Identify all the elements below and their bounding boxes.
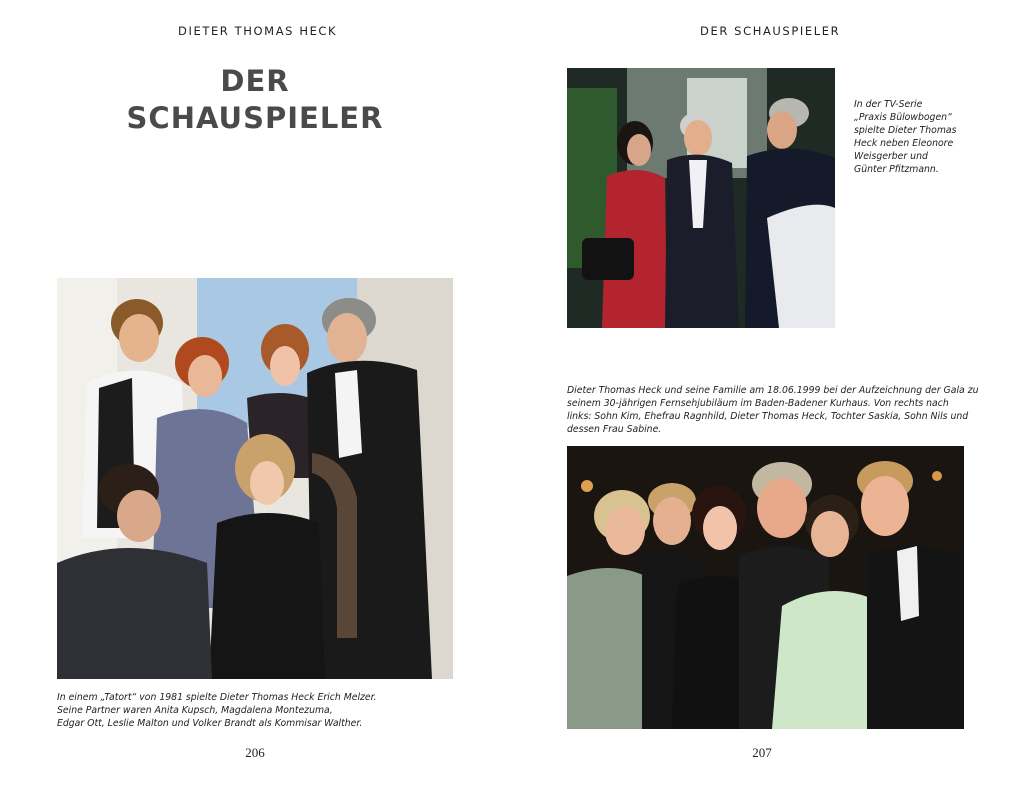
- caption-line: Weisgerber und: [854, 151, 928, 162]
- caption-line: Seine Partner waren Anita Kupsch, Magdalena Montezuma,: [57, 705, 333, 716]
- right-page-number: 207: [752, 745, 772, 760]
- chapter-title: [105, 63, 405, 137]
- left-running-head: DIETER THOMAS HECK: [178, 24, 338, 38]
- family-caption: [567, 384, 978, 436]
- tatort-caption: [57, 691, 377, 730]
- caption-line: Dieter Thomas Heck und seine Familie am 18.06.1999 bei der Aufzeichnung der Gala zu: [567, 385, 979, 396]
- caption-line: Günter Pfitzmann.: [854, 164, 939, 175]
- caption-line: Heck neben Eleonore: [854, 138, 954, 149]
- family-photo: [567, 446, 964, 729]
- right-running-head: DER SCHAUSPIELER: [700, 24, 841, 38]
- caption-line: seinem 30-jährigen Fernsehjubiläum im Baden-Badener Kurhaus. Von rechts nach: [567, 398, 949, 409]
- caption-line: links: Sohn Kim, Ehefrau Ragnhild, Dieter Thomas Heck, Tochter Saskia, Sohn Nils und: [567, 411, 969, 422]
- tatort-photo: [57, 278, 453, 679]
- left-page-number: 206: [245, 745, 265, 760]
- praxis-caption: [854, 98, 956, 176]
- caption-line: In der TV-Serie: [854, 99, 923, 110]
- chapter-title-line-2: SCHAUSPIELER: [126, 101, 384, 135]
- caption-line: „Praxis Bülowbogen“: [854, 112, 952, 123]
- praxis-photo: [567, 68, 835, 328]
- chapter-title-line-1: DER: [220, 64, 290, 98]
- caption-line: dessen Frau Sabine.: [567, 424, 662, 435]
- caption-line: spielte Dieter Thomas: [854, 125, 957, 136]
- caption-line: Edgar Ott, Leslie Malton und Volker Brandt als Kommisar Walther.: [57, 718, 363, 729]
- caption-line: In einem „Tatort“ von 1981 spielte Dieter Thomas Heck Erich Melzer.: [57, 692, 377, 703]
